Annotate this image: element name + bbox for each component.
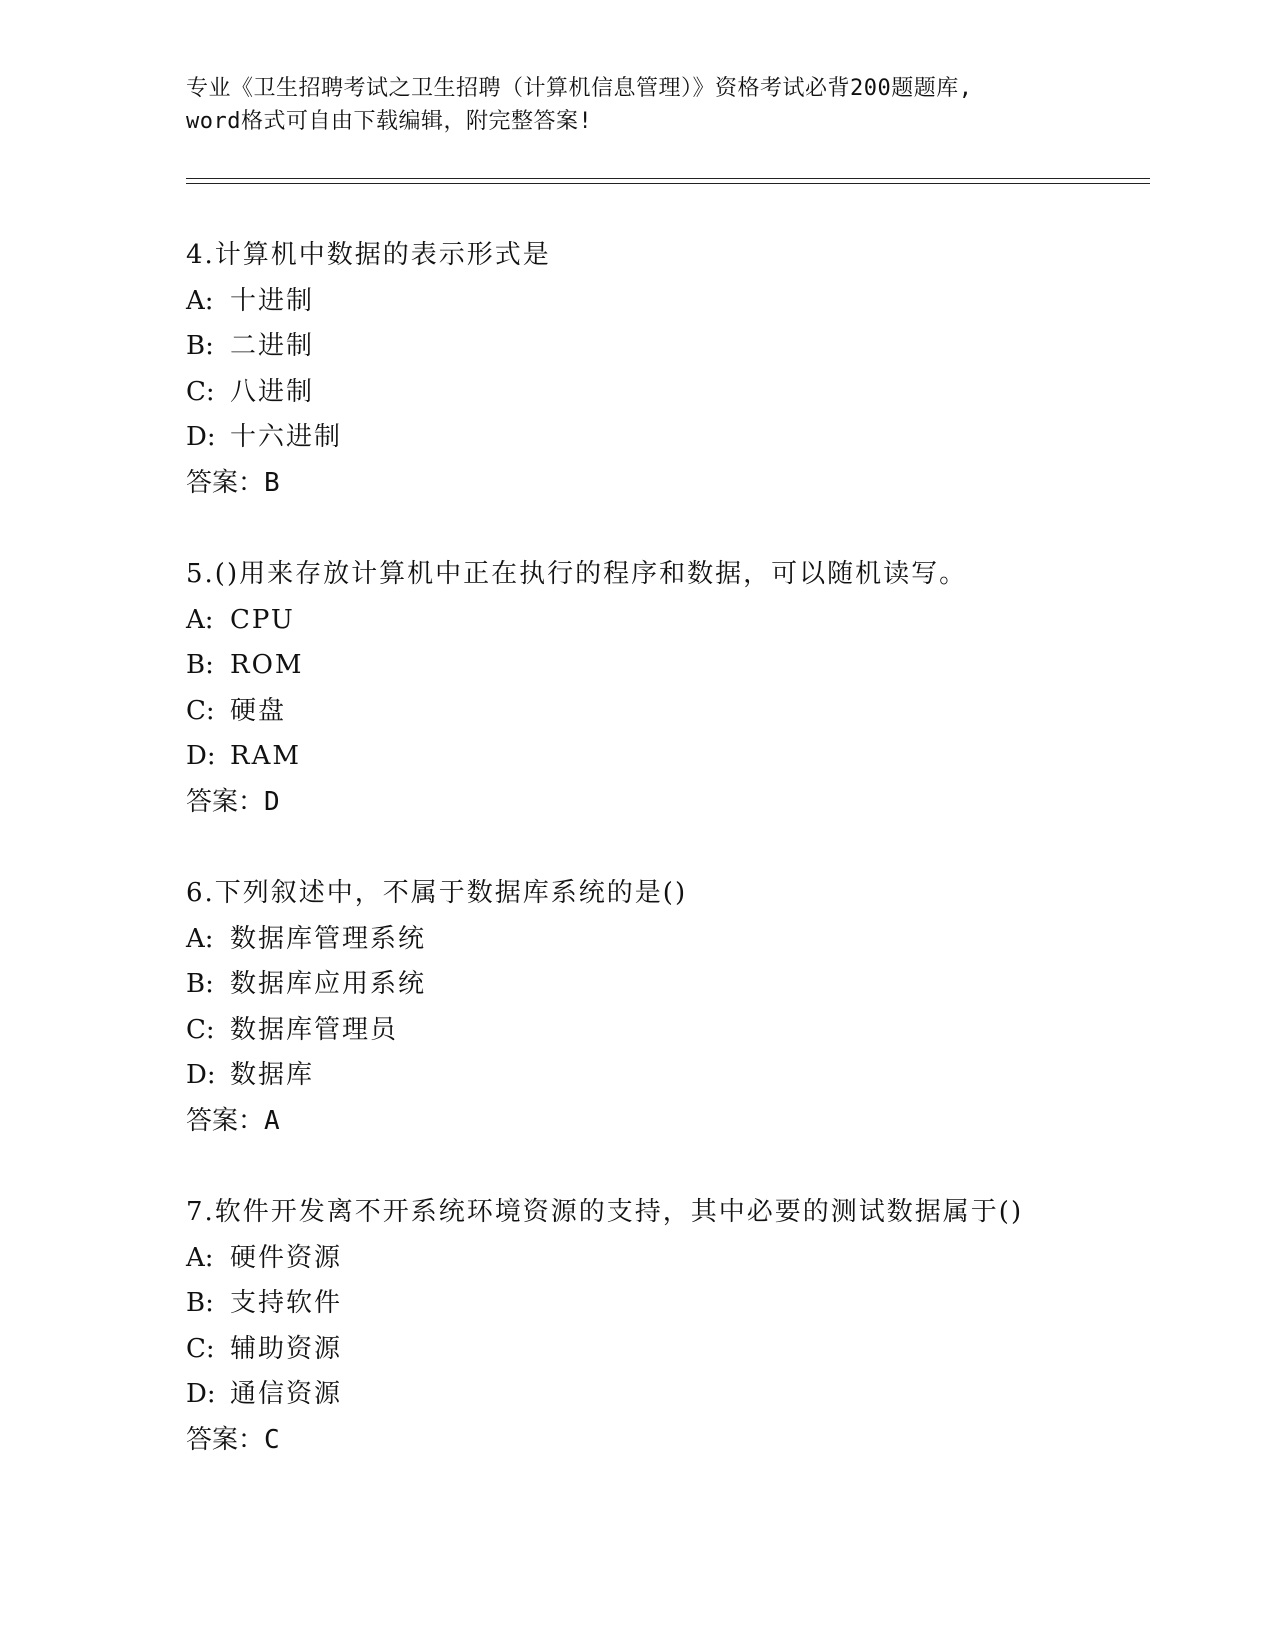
answer-label: 答案： (186, 467, 265, 498)
option-b (186, 962, 1146, 1008)
question-block (186, 552, 1146, 825)
option-b (186, 643, 1146, 689)
answer-line (186, 1099, 1146, 1145)
question-block (186, 1190, 1146, 1463)
option-c (186, 370, 1146, 416)
option-letter: C: (186, 1014, 215, 1045)
option-text: 硬盘 (230, 695, 287, 726)
option-text: 数据库 (230, 1060, 315, 1090)
header-divider-top (186, 178, 1150, 179)
option-letter: B: (186, 1288, 214, 1318)
answer-value: A (264, 1105, 280, 1136)
option-letter: D: (186, 1379, 216, 1409)
question-stem: 6.下列叙述中，不属于数据库系统的是() (186, 878, 688, 908)
option-letter: B: (186, 331, 214, 361)
option-letter: A: (186, 285, 214, 316)
option-text: 二进制 (230, 331, 315, 361)
answer-label: 答案： (186, 1105, 265, 1136)
option-b (186, 1281, 1146, 1327)
option-letter: A: (186, 1242, 214, 1273)
option-letter: A: (186, 604, 214, 635)
question-stem: 7.软件开发离不开系统环境资源的支持，其中必要的测试数据属于() (186, 1197, 1024, 1227)
option-d (186, 734, 1146, 780)
header-title-line-1: 专业《卫生招聘考试之卫生招聘（计算机信息管理）》资格考试必背200题题库, (186, 76, 973, 101)
question-stem: 5.()用来存放计算机中正在执行的程序和数据，可以随机读写。 (186, 559, 968, 589)
option-text: 硬件资源 (230, 1242, 343, 1273)
option-text: 辅助资源 (230, 1333, 343, 1364)
header-title-line-2: word格式可自由下载编辑，附完整答案! (186, 109, 593, 134)
option-letter: C: (186, 376, 215, 407)
answer-line (186, 1418, 1146, 1464)
option-letter: B: (186, 969, 214, 999)
answer-line (186, 461, 1146, 507)
question-stem: 4.计算机中数据的表示形式是 (186, 240, 551, 270)
option-letter: B: (186, 650, 214, 680)
option-a (186, 1236, 1146, 1282)
option-text: 支持软件 (230, 1288, 343, 1318)
option-letter: D: (186, 422, 216, 452)
option-letter: D: (186, 1060, 216, 1090)
option-text: 十六进制 (230, 422, 343, 452)
option-d (186, 1372, 1146, 1418)
option-d (186, 1053, 1146, 1099)
option-text: 数据库管理员 (230, 1014, 399, 1045)
answer-value: B (264, 467, 280, 498)
answer-label: 答案： (186, 786, 265, 817)
option-letter: A: (186, 923, 214, 954)
answer-label: 答案： (186, 1424, 265, 1455)
option-text: 数据库管理系统 (230, 923, 427, 954)
option-text: 通信资源 (230, 1379, 343, 1409)
option-letter: C: (186, 695, 215, 726)
option-a (186, 917, 1146, 963)
option-text: CPU (230, 604, 295, 635)
answer-line (186, 780, 1146, 826)
option-text: RAM (230, 741, 301, 771)
option-c (186, 1327, 1146, 1373)
option-text: 八进制 (230, 376, 315, 407)
option-a (186, 279, 1146, 325)
option-letter: C: (186, 1333, 215, 1364)
option-text: 十进制 (230, 285, 315, 316)
header-divider-bottom (186, 183, 1150, 184)
option-letter: D: (186, 741, 216, 771)
option-text: ROM (230, 650, 304, 680)
option-c (186, 689, 1146, 735)
option-d (186, 415, 1146, 461)
option-c (186, 1008, 1146, 1054)
answer-value: C (264, 1424, 280, 1455)
option-text: 数据库应用系统 (230, 969, 427, 999)
answer-value: D (264, 786, 280, 817)
option-a (186, 598, 1146, 644)
question-block (186, 871, 1146, 1144)
question-block (186, 233, 1146, 506)
option-b (186, 324, 1146, 370)
document-header (186, 72, 1086, 138)
